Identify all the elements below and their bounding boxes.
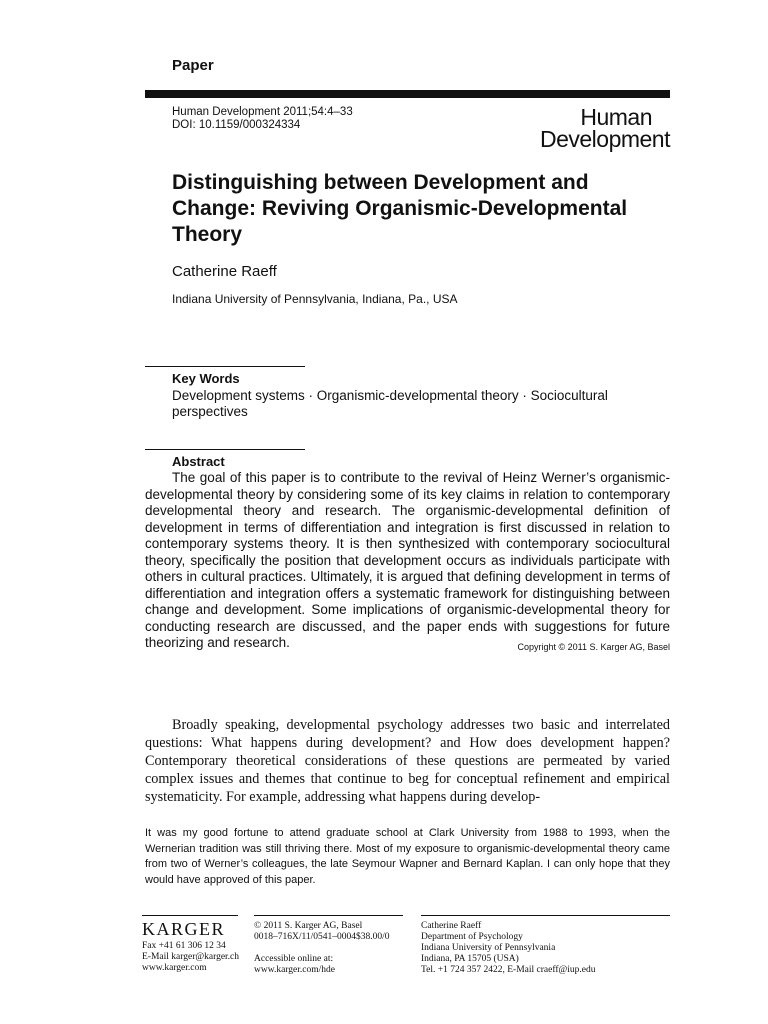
copyright-column xyxy=(254,921,390,976)
accessible-label: Accessible online at: xyxy=(254,954,334,964)
doi-prefix: DOI: xyxy=(172,119,199,131)
publisher-contact xyxy=(142,941,239,974)
publisher-logo: KARGER xyxy=(142,919,226,939)
keywords-text: Development systems · Organismic-developmental theory · Sociocultural perspectives xyxy=(172,388,608,419)
abstract-text: The goal of this paper is to contribute to the revival of Heinz Werner’s organismic-developmental theory by considering some of its key claims in relation to contemporary developmental theory and research. The organismic-developmental definition of development in terms of differentiation and integration is first discussed in relation to contemporary systems theory. It is then synthesized with contemporary sociocultural theory, specifically the position that development occurs as individuals participate with others in cultural practices. Ultimately, it is argued that defining development in terms of differentiation and integration offers a systematic framework for distinguishing between change and development. Some implications of organismic-developmental theory for conducting research are discussed, and the paper ends with suggestions for future theorizing and research. xyxy=(145,470,670,650)
footer-rule-middle xyxy=(254,915,403,916)
copyright-line: © 2011 S. Karger AG, Basel xyxy=(254,921,363,931)
address-university: Indiana University of Pennsylvania xyxy=(421,943,556,953)
keywords-heading: Key Words xyxy=(172,371,240,386)
doi-link[interactable]: 10.1159/000324334 xyxy=(198,119,301,131)
author-affiliation: Indiana University of Pennsylvania, Indiana, Pa., USA xyxy=(172,292,458,306)
journal-logo-line1: Human xyxy=(580,104,652,130)
fax-line: Fax +41 61 306 12 34 xyxy=(142,941,226,951)
journal-logo-line2: Development xyxy=(539,126,670,152)
article-title: Distinguishing between Development and Change: Reviving Organismic-Developmental Theory xyxy=(172,171,628,246)
abstract-heading: Abstract xyxy=(172,454,225,469)
address-department: Department of Psychology xyxy=(421,932,523,942)
citation-block xyxy=(172,106,353,132)
abstract-rule xyxy=(145,449,305,450)
issn-line: 0018–716X/11/0541–0004$38.00/0 xyxy=(254,932,390,942)
address-city: Indiana, PA 15705 (USA) xyxy=(421,954,519,964)
address-contact: Tel. +1 724 357 2422, E-Mail craeff@iup.edu xyxy=(421,965,596,975)
body-paragraph: Broadly speaking, developmental psychology addresses two basic and interrelated questions: What happens during development? and How does development happen? Contemporary theoretical considerations of these questions are permeated by varied complex issues and themes that continue to beg for conceptual refinement and empirical systematicity. For example, addressing what happens during develop- xyxy=(145,717,670,805)
keywords-rule xyxy=(145,366,305,367)
footer-rule-left xyxy=(142,915,238,916)
journal-citation: Human Development 2011;54:4–33 xyxy=(172,106,353,118)
website-link[interactable]: www.karger.com xyxy=(142,963,207,973)
online-url[interactable]: www.karger.com/hde xyxy=(254,965,335,975)
section-label: Paper xyxy=(172,57,214,74)
header-rule xyxy=(145,90,670,98)
doi-line xyxy=(172,119,353,132)
author-name: Catherine Raeff xyxy=(172,263,277,280)
footer-rule-right xyxy=(421,915,670,916)
address-name: Catherine Raeff xyxy=(421,921,482,931)
correspondence-address xyxy=(421,921,595,976)
email-line[interactable]: E-Mail karger@karger.ch xyxy=(142,952,240,962)
footnote: It was my good fortune to attend graduate school at Clark University from 1988 to 1993, when the Wernerian tradition was still thriving there. Most of my exposure to organismic-developmental theory came from two of Werner’s colleagues, the late Seymour Wapner and Bernard Kaplan. I can only hope that they would have approved of this paper. xyxy=(145,827,670,886)
abstract-body xyxy=(145,470,670,656)
abstract-copyright: Copyright © 2011 S. Karger AG, Basel xyxy=(517,642,670,652)
journal-logo xyxy=(526,106,670,150)
